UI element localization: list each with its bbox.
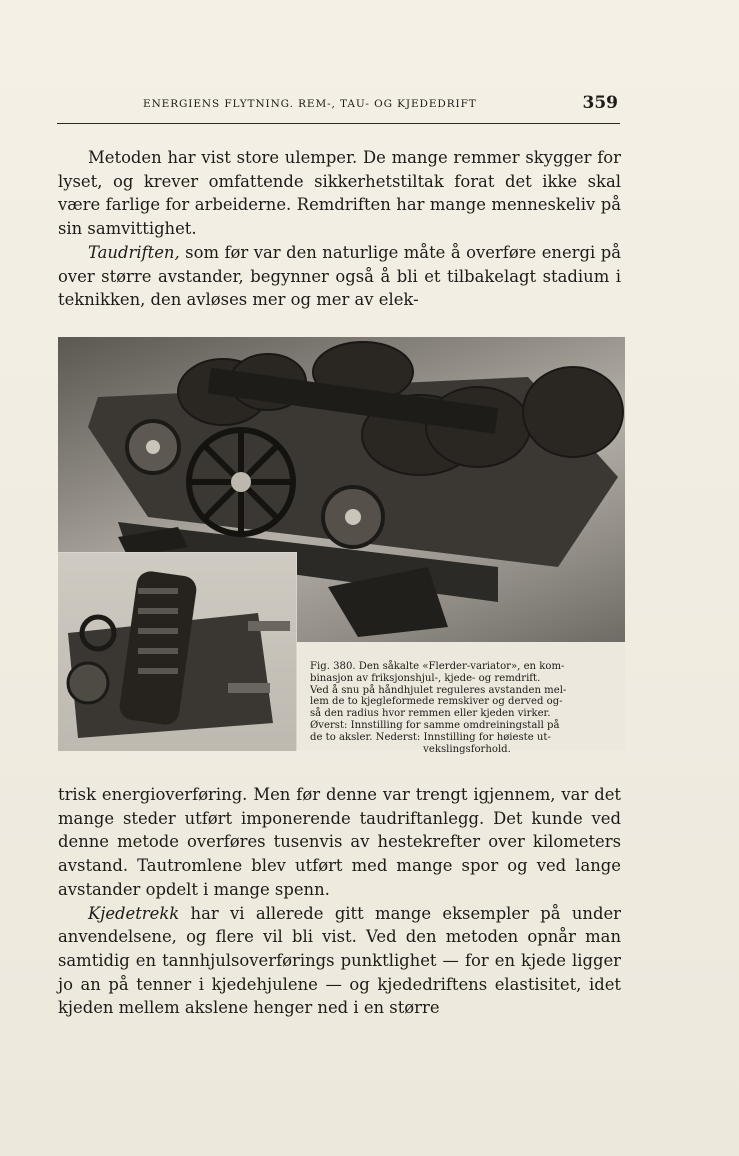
- body-text-bottom: [58, 783, 621, 1020]
- caption-line: de to aksler. Nederst: Innstilling for høieste ut-: [310, 731, 551, 743]
- body-text-top: [58, 146, 621, 312]
- variator-photo-inset: [58, 552, 297, 751]
- caption-line: binasjon av friksjonshjul-, kjede- og remdrift.: [310, 672, 541, 684]
- caption-line: så den radius hvor remmen eller kjeden virker.: [310, 708, 551, 720]
- term-kjedetrekk: Kjedetrekk: [88, 903, 180, 923]
- paragraph-taudrift-text: som før var den naturlige måte å overføre energi på over større avstander, begynner også å bli et tilbakelagt stadium i teknikken, den avløses mer og mer av elek-: [58, 242, 621, 310]
- paragraph-kjedetrekk: [58, 902, 621, 1021]
- term-taudriften: Taudriften,: [88, 242, 180, 262]
- caption-line: Ved å snu på håndhjulet reguleres avstanden mel-: [310, 684, 567, 696]
- caption-line: lem de to kjegleformede remskiver og derved og-: [310, 696, 563, 708]
- figure-380: [58, 337, 625, 755]
- running-title: ENERGIENS FLYTNING. REM-, TAU- OG KJEDEDRIFT: [143, 98, 477, 110]
- figure-caption: [310, 661, 624, 755]
- paragraph-remdrift: Metoden har vist store ulemper. De mange remmer skygger for lyset, og krever omfattende sikkerhetstiltak forat det ikke skal være farlige for arbeiderne. Remdriften har mange menneskeliv på sin samvittighet.: [58, 148, 621, 239]
- running-head: [57, 93, 620, 124]
- caption-line: Øverst: Innstilling for samme omdreiningstall på: [310, 719, 560, 731]
- paragraph-taudrift-continued: trisk energioverføring. Men før denne var trengt igjennem, var det mange steder utført imponerende taudriftanlegg. Det kunde ved denne metode overføres tusenvis av hestekrefter over kilometers avstand. Tautromlene blev utført med mange spor og ved lange avstander opdelt i mange spenn.: [58, 785, 621, 899]
- paragraph-kjedetrekk-text: har vi allerede gitt mange eksempler på under anvendelsene, og flere vil bli vist. Ved den metoden opnår man samtidig en tannhjulsoverførings punktlighet — for en kjede ligger jo an på tenner i kjedehjulene — og kjededriftens elastisitet, idet kjeden mellem akslene henger ned i en større: [58, 903, 621, 1018]
- variator-chain-setting-illustration: [58, 553, 296, 751]
- caption-line: Fig. 380. Den såkalte «Flerder-variator», en kom-: [310, 661, 565, 672]
- page-number: 359: [582, 93, 618, 113]
- paragraph-taudrift: [58, 241, 621, 312]
- caption-line: vekslingsforhold.: [423, 743, 511, 755]
